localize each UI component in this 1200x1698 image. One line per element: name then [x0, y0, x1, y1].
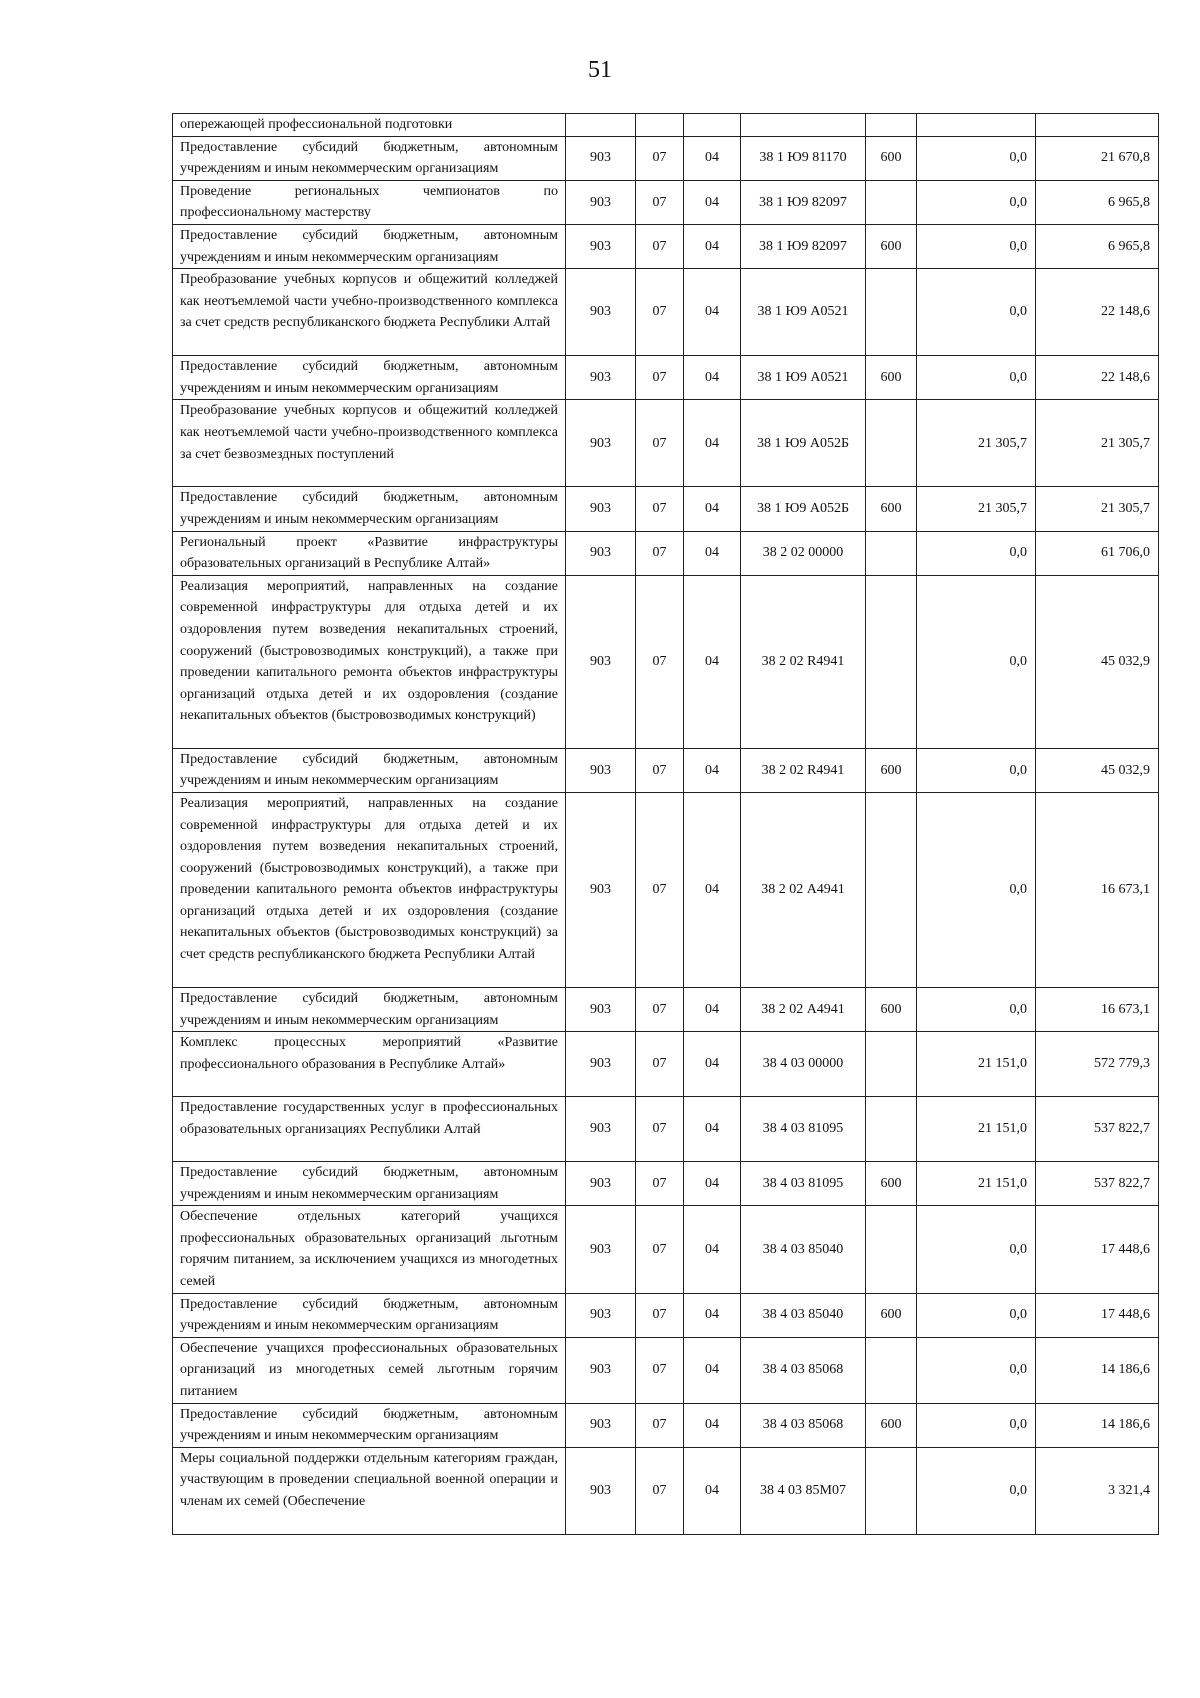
expense-type-cell	[866, 531, 917, 575]
table-row	[173, 1162, 1159, 1206]
item-name-cell: Преобразование учебных корпусов и общежитий колледжей как неотъемлемой части учебно-производственного комплекса за счет средств республиканского бюджета Республики Алтай	[173, 269, 566, 356]
amount-1-cell: 0,0	[917, 1293, 1036, 1337]
amount-2-cell: 537 822,7	[1036, 1162, 1159, 1206]
section-code-cell	[636, 114, 684, 137]
ministry-code-cell: 903	[566, 1032, 636, 1097]
item-name-cell: Проведение региональных чемпионатов по профессиональному мастерству	[173, 180, 566, 224]
item-name-cell: Преобразование учебных корпусов и общежитий колледжей как неотъемлемой части учебно-производственного комплекса за счет безвозмездных поступлений	[173, 400, 566, 487]
item-name-cell: Предоставление субсидий бюджетным, автономным учреждениям и иным некоммерческим организациям	[173, 748, 566, 792]
expense-type-cell	[866, 269, 917, 356]
target-article-cell: 38 1 Ю9 82097	[741, 224, 866, 268]
subsection-code-cell: 04	[684, 1162, 741, 1206]
section-code-cell: 07	[636, 487, 684, 531]
amount-2-cell: 22 148,6	[1036, 269, 1159, 356]
subsection-code-cell: 04	[684, 224, 741, 268]
amount-1-cell: 0,0	[917, 180, 1036, 224]
target-article-cell: 38 2 02 R4941	[741, 575, 866, 748]
amount-2-cell: 6 965,8	[1036, 180, 1159, 224]
table-row	[173, 1097, 1159, 1162]
target-article-cell: 38 4 03 85040	[741, 1206, 866, 1293]
target-article-cell: 38 1 Ю9 А052Б	[741, 487, 866, 531]
amount-1-cell: 0,0	[917, 748, 1036, 792]
subsection-code-cell: 04	[684, 1337, 741, 1403]
section-code-cell: 07	[636, 575, 684, 748]
table-row	[173, 1032, 1159, 1097]
expense-type-cell	[866, 575, 917, 748]
table-row	[173, 180, 1159, 224]
item-name-cell: Предоставление субсидий бюджетным, автономным учреждениям и иным некоммерческим организациям	[173, 1403, 566, 1447]
table-row	[173, 1403, 1159, 1447]
amount-2-cell: 16 673,1	[1036, 792, 1159, 987]
amount-2-cell: 17 448,6	[1036, 1206, 1159, 1293]
expense-type-cell	[866, 1337, 917, 1403]
target-article-cell: 38 1 Ю9 А0521	[741, 269, 866, 356]
table-row	[173, 114, 1159, 137]
amount-1-cell: 0,0	[917, 531, 1036, 575]
table-row	[173, 400, 1159, 487]
subsection-code-cell: 04	[684, 136, 741, 180]
ministry-code-cell: 903	[566, 987, 636, 1031]
subsection-code-cell: 04	[684, 1032, 741, 1097]
item-name-cell: Реализация мероприятий, направленных на создание современной инфраструктуры для отдыха детей и их оздоровления путем возведения некапитальных строений, сооружений (быстровозводимых конструкций), а также при проведении капитального ремонта объектов инфраструктуры организаций отдыха детей и их оздоровления (создание некапитальных объектов (быстровозводимых конструкций) за счет средств республиканского бюджета Республики Алтай	[173, 792, 566, 987]
amount-1-cell: 0,0	[917, 136, 1036, 180]
amount-2-cell: 14 186,6	[1036, 1337, 1159, 1403]
ministry-code-cell: 903	[566, 136, 636, 180]
subsection-code-cell: 04	[684, 400, 741, 487]
section-code-cell: 07	[636, 356, 684, 400]
ministry-code-cell: 903	[566, 1403, 636, 1447]
ministry-code-cell: 903	[566, 1337, 636, 1403]
ministry-code-cell: 903	[566, 180, 636, 224]
ministry-code-cell: 903	[566, 1097, 636, 1162]
section-code-cell: 07	[636, 224, 684, 268]
ministry-code-cell: 903	[566, 224, 636, 268]
amount-1-cell: 21 151,0	[917, 1097, 1036, 1162]
target-article-cell: 38 4 03 85040	[741, 1293, 866, 1337]
subsection-code-cell: 04	[684, 1097, 741, 1162]
subsection-code-cell: 04	[684, 1403, 741, 1447]
subsection-code-cell: 04	[684, 575, 741, 748]
item-name-cell: Предоставление субсидий бюджетным, автономным учреждениям и иным некоммерческим организациям	[173, 224, 566, 268]
item-name-cell: Реализация мероприятий, направленных на создание современной инфраструктуры для отдыха детей и их оздоровления путем возведения некапитальных строений, сооружений (быстровозводимых конструкций), а также при проведении капитального ремонта объектов инфраструктуры организаций отдыха детей и их оздоровления (создание некапитальных объектов (быстровозводимых конструкций)	[173, 575, 566, 748]
amount-1-cell: 0,0	[917, 792, 1036, 987]
subsection-code-cell: 04	[684, 792, 741, 987]
item-name-cell: Предоставление субсидий бюджетным, автономным учреждениям и иным некоммерческим организациям	[173, 136, 566, 180]
section-code-cell: 07	[636, 1097, 684, 1162]
amount-1-cell: 0,0	[917, 1447, 1036, 1534]
expense-type-cell: 600	[866, 1403, 917, 1447]
amount-1-cell: 0,0	[917, 1337, 1036, 1403]
section-code-cell: 07	[636, 1162, 684, 1206]
table-row	[173, 575, 1159, 748]
expense-type-cell: 600	[866, 987, 917, 1031]
table-row	[173, 356, 1159, 400]
expense-type-cell: 600	[866, 1162, 917, 1206]
section-code-cell: 07	[636, 1403, 684, 1447]
ministry-code-cell	[566, 114, 636, 137]
amount-2-cell: 17 448,6	[1036, 1293, 1159, 1337]
ministry-code-cell: 903	[566, 1293, 636, 1337]
section-code-cell: 07	[636, 180, 684, 224]
section-code-cell: 07	[636, 400, 684, 487]
ministry-code-cell: 903	[566, 531, 636, 575]
ministry-code-cell: 903	[566, 1206, 636, 1293]
section-code-cell: 07	[636, 136, 684, 180]
amount-1-cell: 21 305,7	[917, 400, 1036, 487]
amount-1-cell: 0,0	[917, 356, 1036, 400]
expense-type-cell: 600	[866, 136, 917, 180]
subsection-code-cell	[684, 114, 741, 137]
section-code-cell: 07	[636, 1337, 684, 1403]
table-row	[173, 269, 1159, 356]
item-name-cell: Предоставление субсидий бюджетным, автономным учреждениям и иным некоммерческим организациям	[173, 487, 566, 531]
amount-2-cell: 22 148,6	[1036, 356, 1159, 400]
section-code-cell: 07	[636, 1032, 684, 1097]
target-article-cell: 38 4 03 85068	[741, 1403, 866, 1447]
subsection-code-cell: 04	[684, 269, 741, 356]
amount-2-cell: 21 305,7	[1036, 487, 1159, 531]
section-code-cell: 07	[636, 531, 684, 575]
amount-1-cell: 0,0	[917, 575, 1036, 748]
subsection-code-cell: 04	[684, 1447, 741, 1534]
target-article-cell: 38 4 03 85М07	[741, 1447, 866, 1534]
target-article-cell: 38 1 Ю9 82097	[741, 180, 866, 224]
amount-1-cell: 0,0	[917, 224, 1036, 268]
amount-2-cell: 21 670,8	[1036, 136, 1159, 180]
budget-table-body	[173, 114, 1159, 1535]
section-code-cell: 07	[636, 1206, 684, 1293]
ministry-code-cell: 903	[566, 487, 636, 531]
amount-2-cell: 16 673,1	[1036, 987, 1159, 1031]
expense-type-cell: 600	[866, 356, 917, 400]
target-article-cell: 38 2 02 А4941	[741, 987, 866, 1031]
subsection-code-cell: 04	[684, 1206, 741, 1293]
expense-type-cell: 600	[866, 748, 917, 792]
ministry-code-cell: 903	[566, 1447, 636, 1534]
subsection-code-cell: 04	[684, 1293, 741, 1337]
ministry-code-cell: 903	[566, 400, 636, 487]
amount-1-cell: 21 151,0	[917, 1162, 1036, 1206]
expense-type-cell	[866, 1097, 917, 1162]
table-row	[173, 1337, 1159, 1403]
section-code-cell: 07	[636, 792, 684, 987]
expense-type-cell	[866, 1206, 917, 1293]
table-row	[173, 531, 1159, 575]
amount-2-cell	[1036, 114, 1159, 137]
ministry-code-cell: 903	[566, 792, 636, 987]
ministry-code-cell: 903	[566, 269, 636, 356]
amount-1-cell: 0,0	[917, 1403, 1036, 1447]
amount-1-cell	[917, 114, 1036, 137]
budget-table	[172, 113, 1159, 1535]
expense-type-cell: 600	[866, 224, 917, 268]
amount-2-cell: 572 779,3	[1036, 1032, 1159, 1097]
table-row	[173, 748, 1159, 792]
item-name-cell: Предоставление государственных услуг в профессиональных образовательных организациях Республики Алтай	[173, 1097, 566, 1162]
subsection-code-cell: 04	[684, 180, 741, 224]
item-name-cell: Предоставление субсидий бюджетным, автономным учреждениям и иным некоммерческим организациям	[173, 987, 566, 1031]
amount-1-cell: 21 305,7	[917, 487, 1036, 531]
amount-1-cell: 0,0	[917, 269, 1036, 356]
section-code-cell: 07	[636, 1447, 684, 1534]
target-article-cell: 38 1 Ю9 81170	[741, 136, 866, 180]
table-row	[173, 1293, 1159, 1337]
table-row	[173, 224, 1159, 268]
item-name-cell: Региональный проект «Развитие инфраструктуры образовательных организаций в Республике Алтай»	[173, 531, 566, 575]
expense-type-cell	[866, 1447, 917, 1534]
target-article-cell: 38 1 Ю9 А052Б	[741, 400, 866, 487]
item-name-cell: Обеспечение учащихся профессиональных образовательных организаций из многодетных семей льготным горячим питанием	[173, 1337, 566, 1403]
target-article-cell: 38 4 03 81095	[741, 1097, 866, 1162]
amount-1-cell: 0,0	[917, 987, 1036, 1031]
ministry-code-cell: 903	[566, 748, 636, 792]
table-row	[173, 987, 1159, 1031]
expense-type-cell	[866, 400, 917, 487]
section-code-cell: 07	[636, 269, 684, 356]
amount-2-cell: 21 305,7	[1036, 400, 1159, 487]
expense-type-cell	[866, 114, 917, 137]
subsection-code-cell: 04	[684, 487, 741, 531]
target-article-cell: 38 1 Ю9 А0521	[741, 356, 866, 400]
amount-2-cell: 45 032,9	[1036, 748, 1159, 792]
amount-2-cell: 45 032,9	[1036, 575, 1159, 748]
amount-1-cell: 0,0	[917, 1206, 1036, 1293]
expense-type-cell	[866, 1032, 917, 1097]
item-name-cell: Обеспечение отдельных категорий учащихся профессиональных образовательных организаций льготным горячим питанием, за исключением учащихся из многодетных семей	[173, 1206, 566, 1293]
expense-type-cell: 600	[866, 487, 917, 531]
amount-2-cell: 537 822,7	[1036, 1097, 1159, 1162]
table-row	[173, 1206, 1159, 1293]
subsection-code-cell: 04	[684, 987, 741, 1031]
page-number: 51	[588, 57, 612, 83]
item-name-cell: Комплекс процессных мероприятий «Развитие профессионального образования в Республике Алтай»	[173, 1032, 566, 1097]
expense-type-cell: 600	[866, 1293, 917, 1337]
item-name-cell: опережающей профессиональной подготовки	[173, 114, 566, 137]
table-row	[173, 1447, 1159, 1534]
subsection-code-cell: 04	[684, 356, 741, 400]
item-name-cell: Предоставление субсидий бюджетным, автономным учреждениям и иным некоммерческим организациям	[173, 1162, 566, 1206]
target-article-cell: 38 2 02 А4941	[741, 792, 866, 987]
target-article-cell	[741, 114, 866, 137]
table-row	[173, 792, 1159, 987]
target-article-cell: 38 2 02 R4941	[741, 748, 866, 792]
table-row	[173, 487, 1159, 531]
ministry-code-cell: 903	[566, 356, 636, 400]
expense-type-cell	[866, 180, 917, 224]
section-code-cell: 07	[636, 748, 684, 792]
section-code-cell: 07	[636, 1293, 684, 1337]
amount-2-cell: 6 965,8	[1036, 224, 1159, 268]
target-article-cell: 38 4 03 81095	[741, 1162, 866, 1206]
item-name-cell: Меры социальной поддержки отдельным категориям граждан, участвующим в проведении специальной военной операции и членам их семей (Обеспечение	[173, 1447, 566, 1534]
target-article-cell: 38 4 03 85068	[741, 1337, 866, 1403]
subsection-code-cell: 04	[684, 531, 741, 575]
target-article-cell: 38 2 02 00000	[741, 531, 866, 575]
subsection-code-cell: 04	[684, 748, 741, 792]
expense-type-cell	[866, 792, 917, 987]
amount-2-cell: 61 706,0	[1036, 531, 1159, 575]
amount-1-cell: 21 151,0	[917, 1032, 1036, 1097]
ministry-code-cell: 903	[566, 1162, 636, 1206]
amount-2-cell: 3 321,4	[1036, 1447, 1159, 1534]
ministry-code-cell: 903	[566, 575, 636, 748]
amount-2-cell: 14 186,6	[1036, 1403, 1159, 1447]
table-row	[173, 136, 1159, 180]
target-article-cell: 38 4 03 00000	[741, 1032, 866, 1097]
item-name-cell: Предоставление субсидий бюджетным, автономным учреждениям и иным некоммерческим организациям	[173, 1293, 566, 1337]
item-name-cell: Предоставление субсидий бюджетным, автономным учреждениям и иным некоммерческим организациям	[173, 356, 566, 400]
section-code-cell: 07	[636, 987, 684, 1031]
